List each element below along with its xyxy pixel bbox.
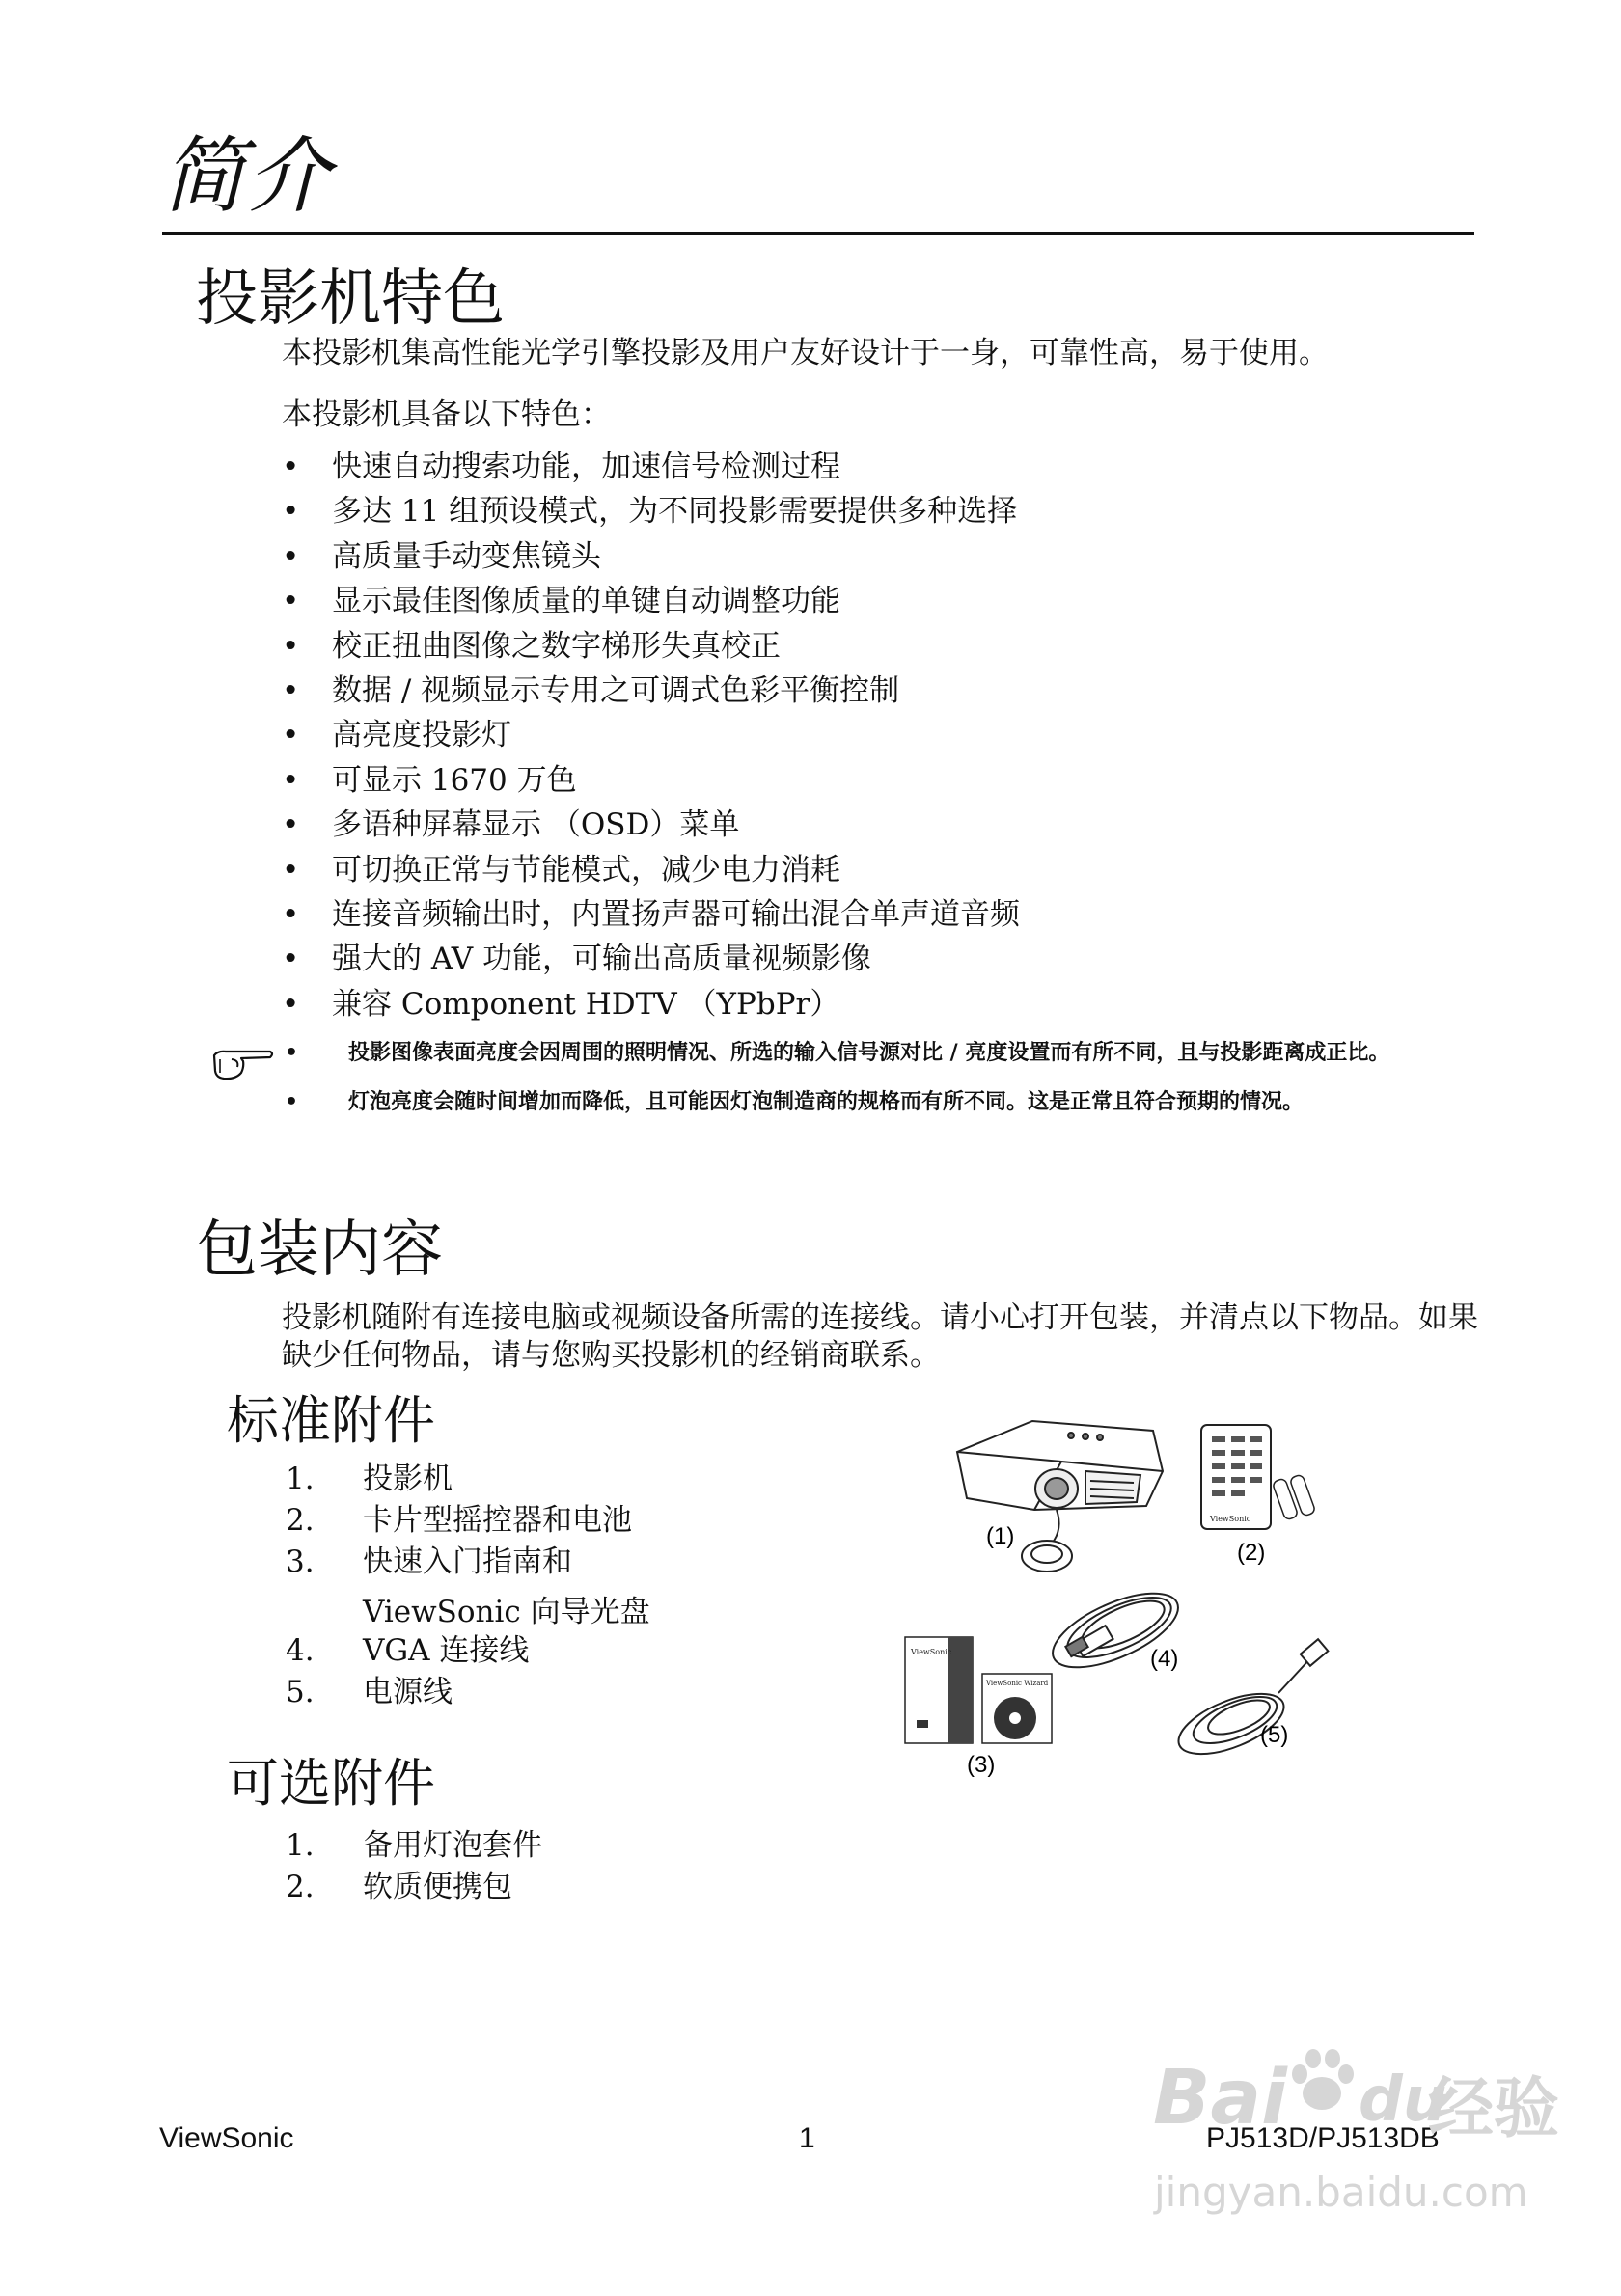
item-number: 1. [286, 1828, 315, 1863]
note-text: 灯泡亮度会随时间增加而降低，且可能因灯泡制造商的规格而有所不同。这是正常且符合预期的情况。 [348, 1090, 1305, 1114]
bullet-dot: • [282, 494, 300, 530]
footer-page-number: 1 [799, 2122, 815, 2154]
optional-accessories-list [286, 1825, 542, 1908]
feature-text: 多达 11 组预设模式，为不同投影需要提供多种选择 [332, 494, 1018, 530]
list-item [286, 1867, 542, 1908]
feature-text: 显示最佳图像质量的单键自动调整功能 [332, 584, 840, 619]
bullet-dot: • [282, 718, 300, 753]
footer-brand: ViewSonic [159, 2122, 294, 2154]
page-title: 简介 [162, 128, 332, 225]
feature-list [282, 445, 1020, 1026]
feature-text: 数据 / 视频显示专用之可调式色彩平衡控制 [332, 672, 900, 708]
item-text: 软质便携包 [363, 1870, 512, 1904]
list-item [282, 892, 1020, 937]
item-number: 5. [286, 1675, 315, 1709]
guide-cd-drawing [905, 1637, 1052, 1743]
remote-brand: ViewSonic [1210, 1515, 1251, 1523]
bullet-dot: • [282, 986, 300, 1022]
title-rule [162, 232, 1474, 235]
pointing-hand-icon [212, 1048, 276, 1082]
bullet-dot: • [282, 852, 300, 888]
item-number: 1. [286, 1462, 315, 1496]
item-number: 2. [286, 1870, 315, 1904]
caption-4: (4) [1150, 1646, 1179, 1672]
optional-accessories-heading: 可选附件 [227, 1753, 435, 1814]
note-text: 投影图像表面亮度会因周围的照明情况、所选的输入信号源对比 / 亮度设置而有所不同，且与投影距离成正比。 [348, 1041, 1390, 1065]
item-text: 快速入门指南和 [363, 1544, 572, 1579]
watermark-url: jingyan.baidu.com [1154, 2169, 1528, 2216]
caption-3: (3) [967, 1752, 996, 1778]
notes [285, 1038, 1481, 1117]
bullet-dot: • [282, 807, 300, 843]
watermark-logo-text2: du [1359, 2064, 1447, 2136]
bullet-dot: • [282, 450, 300, 484]
feature-text: 校正扭曲图像之数字梯形失真校正 [332, 628, 781, 664]
list-item [286, 1672, 650, 1713]
item-number: 4. [286, 1633, 315, 1668]
bullet-dot: • [282, 762, 300, 798]
guide-brand: ViewSonic [911, 1648, 952, 1656]
paw-icon [1288, 2047, 1356, 2117]
footer-model: PJ513D/PJ513DB [1206, 2122, 1440, 2154]
item-text: 电源线 [363, 1675, 453, 1709]
feature-text: 可显示 1670 万色 [332, 762, 577, 798]
feature-text: 连接音频输出时，内置扬声器可输出混合单声道音频 [332, 896, 1020, 932]
list-item [282, 579, 1020, 623]
list-item [282, 848, 1020, 892]
list-item [286, 1825, 542, 1867]
item-number: 3. [286, 1544, 315, 1579]
accessories-illustration [888, 1413, 1341, 1785]
list-item [282, 803, 1020, 847]
list-item [286, 1630, 650, 1672]
remote-drawing [1201, 1425, 1316, 1529]
caption-2: (2) [1237, 1540, 1266, 1566]
bullet-dot: • [285, 1090, 299, 1114]
feature-text: 兼容 Component HDTV （YPbPr） [332, 986, 840, 1022]
bullet-dot: • [282, 628, 300, 664]
bullet-dot: • [282, 672, 300, 708]
bullet-dot: • [282, 896, 300, 932]
watermark-logo-text: Bai [1153, 2055, 1287, 2142]
item-text: 投影机 [363, 1462, 453, 1496]
list-item [282, 758, 1020, 803]
note-item [285, 1087, 1481, 1117]
list-item [282, 489, 1020, 533]
list-item [282, 624, 1020, 669]
features-intro2: 本投影机具备以下特色： [282, 397, 611, 432]
feature-text: 快速自动搜索功能，加速信号检测过程 [332, 450, 840, 484]
list-item [286, 1459, 650, 1500]
list-item [286, 1500, 650, 1542]
feature-text: 高亮度投影灯 [332, 718, 511, 753]
package-heading: 包装内容 [196, 1215, 443, 1286]
standard-accessories-heading: 标准附件 [227, 1390, 435, 1451]
list-item [282, 445, 1020, 489]
features-intro: 本投影机集高性能光学引擎投影及用户友好设计于一身，可靠性高，易于使用。 [282, 336, 1329, 370]
feature-text: 高质量手动变焦镜头 [332, 538, 601, 574]
note-item [285, 1038, 1481, 1068]
caption-5: (5) [1260, 1722, 1289, 1748]
package-intro: 投影机随附有连接电脑或视频设备所需的连接线。请小心打开包装，并清点以下物品。如果缺少任何物品，请与您购买投影机的经销商联系。 [282, 1300, 1478, 1373]
features-heading: 投影机特色 [196, 263, 505, 335]
feature-text: 强大的 AV 功能，可输出高质量视频影像 [332, 942, 871, 977]
bullet-dot: • [285, 1041, 299, 1065]
power-cord-drawing [1170, 1639, 1328, 1766]
bullet-dot: • [282, 584, 300, 619]
item-text: 卡片型摇控器和电池 [363, 1503, 632, 1538]
item-text: VGA 连接线 [363, 1633, 530, 1668]
bullet-dot: • [282, 538, 300, 574]
list-item [286, 1542, 650, 1630]
caption-1: (1) [986, 1523, 1015, 1549]
list-item [282, 982, 1020, 1026]
list-item [282, 669, 1020, 713]
bullet-dot: • [282, 942, 300, 977]
watermark-service: 经验 [1428, 2071, 1560, 2147]
item-text: 备用灯泡套件 [363, 1828, 542, 1863]
feature-text: 多语种屏幕显示 （OSD）菜单 [332, 807, 740, 843]
list-item [282, 713, 1020, 757]
cd-title: ViewSonic Wizard [986, 1680, 1049, 1687]
list-item [282, 534, 1020, 579]
item-text-line2: ViewSonic 向导光盘 [363, 1595, 650, 1629]
feature-text: 可切换正常与节能模式，减少电力消耗 [332, 852, 840, 888]
item-number: 2. [286, 1503, 315, 1538]
list-item [282, 937, 1020, 981]
standard-accessories-list [286, 1459, 650, 1713]
